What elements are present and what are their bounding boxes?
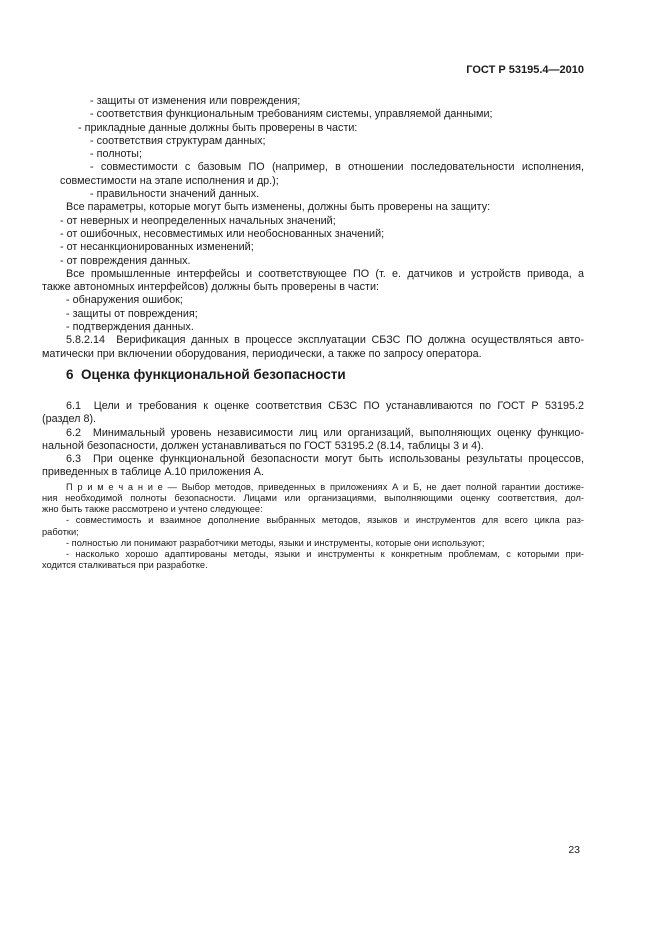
- text-line: - от неверных и неопределенных начальных значений;: [60, 214, 336, 227]
- text-line: также автономных интерфейсов) должны быть проверены в части:: [42, 281, 379, 294]
- text-line: совместимости на этапе исполнения и др.);: [60, 174, 279, 187]
- text-line: - от несанкционированных изменений;: [60, 241, 254, 254]
- text-line: Все промышленные интерфейсы и соответствующее ПО (т. е. датчиков и устройств привода, а: [66, 267, 584, 280]
- section-6-heading: 6 Оценка функциональной безопасности: [66, 366, 346, 382]
- text-line: 6.3 При оценке функциональной безопасности могут быть использованы результаты процессов,: [66, 453, 584, 466]
- text-line: 6.2 Минимальный уровень независимости лиц или организаций, выполняющих оценку функцио-: [66, 426, 584, 439]
- text-line: - прикладные данные должны быть проверены в части:: [78, 121, 358, 134]
- text-line: 5.8.2.14 Верификация данных в процессе эксплуатации СБЗС ПО должна осуществляться авто-: [66, 334, 584, 347]
- text-line: матически при включении оборудования, периодически, а также по запросу оператора.: [42, 347, 482, 360]
- text-line: (раздел 8).: [42, 413, 97, 426]
- text-line: Все параметры, которые могут быть изменены, должны быть проверены на защиту:: [66, 201, 491, 214]
- text-line: - защиты от повреждения;: [66, 307, 198, 320]
- text-line: - защиты от изменения или повреждения;: [90, 95, 301, 107]
- text-line: - соответствия структурам данных;: [90, 134, 266, 147]
- running-header-standard-number: ГОСТ Р 53195.4—2010: [466, 64, 584, 76]
- note-line: работки;: [42, 526, 79, 537]
- text-line: - соответствия функциональным требованиям системы, управляемой данными;: [90, 108, 493, 121]
- note-line: П р и м е ч а н и е — Выбор методов, приведенных в приложениях А и Б, не дает полной гарантии достиже-: [66, 481, 584, 492]
- text-line: - подтверждения данных.: [66, 321, 194, 334]
- note-line: - совместимость и взаимное дополнение выбранных методов, языков и инструментов для всего цикла раз-: [66, 515, 584, 526]
- text-line: - от ошибочных, несовместимых или необоснованных значений;: [60, 227, 385, 240]
- text-column: [42, 0, 584, 571]
- clause-5-body-text: [42, 95, 584, 361]
- text-line: - от повреждения данных.: [60, 254, 191, 267]
- text-line: - правильности значений данных.: [90, 188, 260, 201]
- text-line: - совместимости с базовым ПО (например, в отношении последовательности исполнения,: [90, 161, 584, 174]
- text-line: - обнаружения ошибок;: [66, 294, 183, 307]
- section-6-body-text: [42, 400, 584, 480]
- note-block: [42, 482, 584, 572]
- note-line: жно быть также рассмотрено и учтено следующее:: [42, 504, 263, 515]
- note-line: - насколько хорошо адаптированы методы, языки и инструменты к конкретным проблемам, с которыми при-: [66, 548, 584, 559]
- text-line: 6.1 Цели и требования к оценке соответствия СБЗС ПО устанавливаются по ГОСТ Р 53195.2: [66, 399, 584, 412]
- page-number: 23: [568, 844, 580, 856]
- note-line: ния необходимой полноты безопасности. Лицами или организациями, выполняющими оценку соответствия, дол-: [42, 492, 584, 503]
- note-line: ходится сталкиваться при разработке.: [42, 560, 208, 571]
- note-line: - полностью ли понимают разработчики методы, языки и инструменты, которые они используют;: [66, 537, 485, 548]
- text-line: - полноты;: [90, 148, 142, 161]
- text-line: нальной безопасности, должен устанавливаться по ГОСТ 53195.2 (8.14, таблицы 3 и 4).: [42, 439, 484, 452]
- text-line: приведенных в таблице А.10 приложения А.: [42, 466, 264, 479]
